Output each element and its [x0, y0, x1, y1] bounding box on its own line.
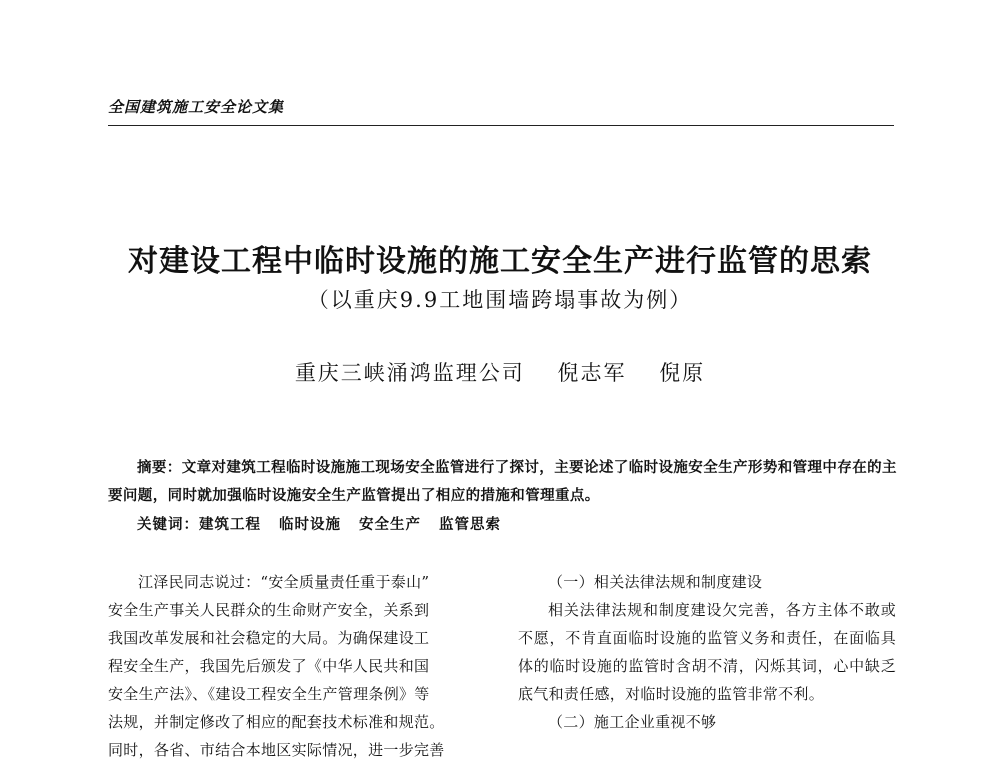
keywords [108, 512, 898, 538]
section-heading: （二）施工企业重视不够 [548, 713, 717, 731]
keyword: 临时设施 [279, 516, 341, 533]
abstract-label: 摘要： [137, 459, 182, 476]
body-line: 程安全生产，我国先后颁发了《中华人民共和国 [108, 657, 430, 675]
abstract-text: 文章对建筑工程临时设施施工现场安全监管进行了探讨，主要论述了临时设施安全生产形势和管理中存在的主要问题，同时就加强临时设施安全生产监管提出了相应的措施和管理重点。 [108, 459, 897, 504]
body-paragraph: 相关法律法规和制度建设欠完善，各方主体不敢或不愿，不肯直面临时设施的监管义务和责任，在面临具体的临时设施的监管时含胡不清，闪烁其词，心中缺乏底气和责任感，对临时设施的监管非常不利。 [518, 601, 896, 703]
body-line: 江泽民同志说过：“安全质量责任重于泰山” [138, 573, 430, 591]
author-name: 倪原 [659, 361, 706, 385]
body-column-left [108, 568, 484, 764]
article-title: 对建设工程中临时设施的施工安全生产进行监管的思索 [128, 244, 872, 279]
author-line [0, 357, 1000, 387]
author-name: 倪志军 [557, 361, 627, 385]
keywords-label: 关键词： [137, 516, 199, 533]
body-line: 法规，并制定修改了相应的配套技术标准和规范。 [108, 713, 445, 731]
body-line: 安全生产法》、《建设工程安全生产管理条例》等 [108, 685, 430, 703]
body-line: 安全生产事关人民群众的生命财产安全，关系到 [108, 601, 430, 619]
section-heading: （一）相关法律法规和制度建设 [548, 573, 763, 591]
keyword: 安全生产 [359, 516, 421, 533]
keyword: 建筑工程 [199, 516, 261, 533]
body-column-right [518, 568, 896, 736]
body-line: 我国改革发展和社会稳定的大局。为确保建设工 [108, 629, 430, 647]
abstract [108, 454, 898, 510]
body-line: 同时，各省、市结合本地区实际情况，进一步完善 [108, 741, 445, 759]
header-rule [108, 125, 894, 126]
keyword: 监管思索 [439, 516, 501, 533]
author-affiliation: 重庆三峡涌鸿监理公司 [294, 361, 525, 385]
article-subtitle: （以重庆9.9工地围墙跨塌事故为例） [307, 288, 693, 312]
running-header: 全国建筑施工安全论文集 [108, 98, 285, 116]
